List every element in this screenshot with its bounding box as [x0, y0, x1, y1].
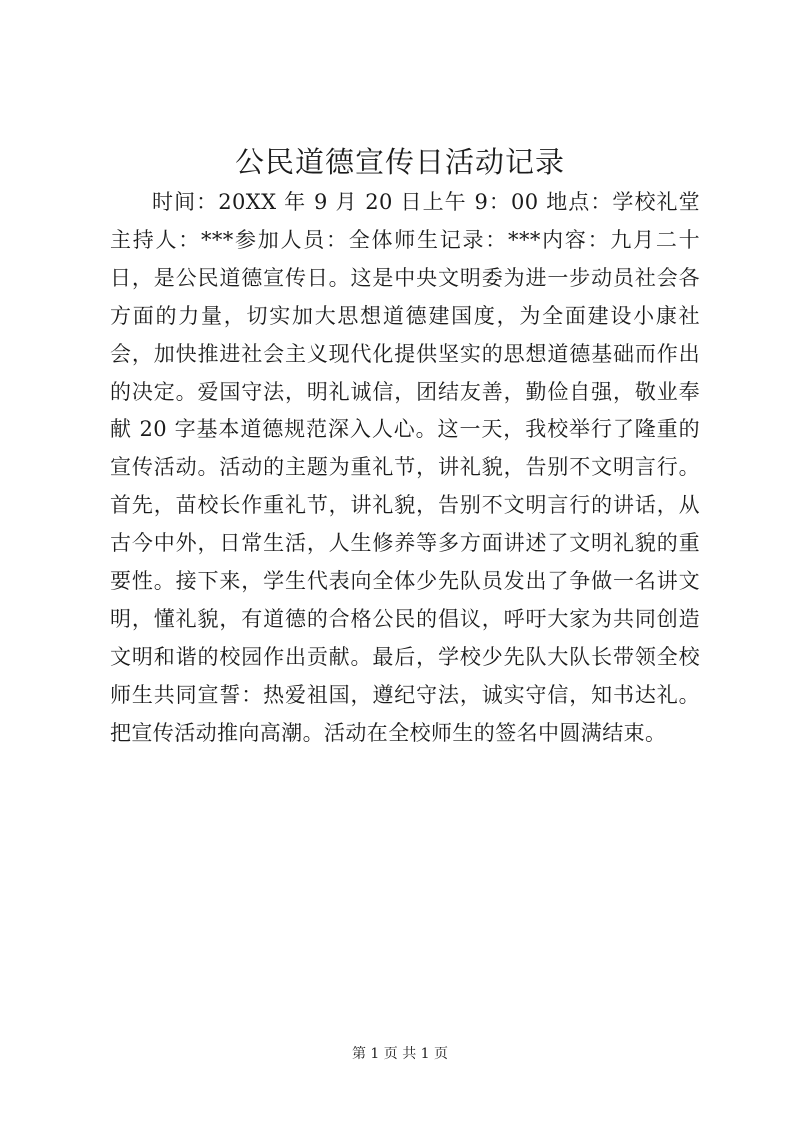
document-title: 公民道德宣传日活动记录	[234, 145, 565, 179]
document-body: 时间：20XX 年 9 月 20 日上午 9：00 地点：学校礼堂主持人：***参加人员：全体师生记录：***内容：九月二十日，是公民道德宣传日。这是中央文明委为进一步动员社会各方面的力量，切实加大思想道德建国度，为全面建设小康社会，加快推进社会主义现代化提供坚实的思想道德基础而作出的决定。爱国守法，明礼诚信，团结友善，勤俭自强，敬业奉献 20 字基本道德规范深入人心。这一天，我校举行了隆重的宣传活动。活动的主题为重礼节，讲礼貌，告别不文明言行。首先，苗校长作重礼节，讲礼貌，告别不文明言行的讲话，从古今中外，日常生活，人生修养等多方面讲述了文明礼貌的重要性。接下来，学生代表向全体少先队员发出了争做一名讲文明，懂礼貌，有道德的合格公民的倡议，呼吁大家为共同创造文明和谐的校园作出贡献。最后，学校少先队大队长带领全校师生共同宣誓：热爱祖国，遵纪守法，诚实守信，知书达礼。把宣传活动推向高潮。活动在全校师生的签名中圆满结束。	[110, 190, 700, 745]
page-footer: 第 1 页 共 1 页	[351, 1046, 449, 1062]
